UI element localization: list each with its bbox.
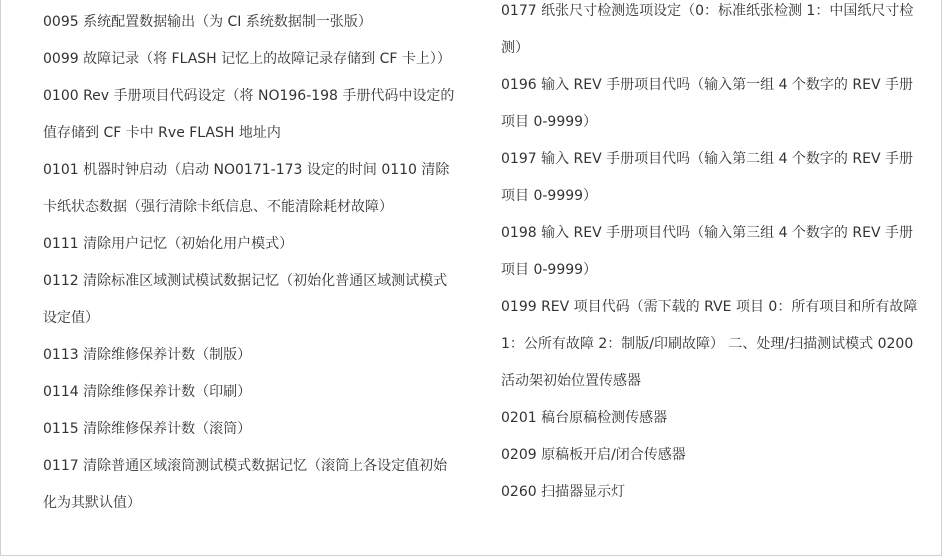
paragraph-0101: 0101 机器时钟启动（启动 NO0171-173 设定的时间 0110 清除卡纸状态数据（强行清除卡纸信息、不能清除耗材故障） xyxy=(43,162,450,215)
paragraph-0115: 0115 清除维修保养计数（滚筒） xyxy=(43,421,252,437)
paragraph-0196: 0196 输入 REV 手册项目代吗（输入第一组 4 个数字的 REV 手册项目 0-9999） xyxy=(501,77,913,130)
paragraph-0199: 0199 REV 项目代码（需下载的 RVE 项目 0：所有项目和所有故障 1：公所有故障 2：制版/印刷故障） 二、处理/扫描测试模式 0200 活动架初始位置传感器 xyxy=(501,299,918,389)
paragraph-0095: 0095 系统配置数据输出（为 CI 系统数据制一张版） xyxy=(43,14,372,30)
paragraph-0260: 0260 扫描器显示灯 xyxy=(501,484,626,500)
left-column xyxy=(43,4,461,522)
paragraph-0111: 0111 清除用户记忆（初始化用户模式） xyxy=(43,236,294,252)
paragraph-0100: 0100 Rev 手册项目代码设定（将 NO196-198 手册代码中设定的值存储到 CF 卡中 Rve FLASH 地址内 xyxy=(43,88,455,141)
paragraph-0117: 0117 清除普通区域滚筒测试模式数据记忆（滚筒上各设定值初始化为其默认值） xyxy=(43,458,448,511)
paragraph-0113: 0113 清除维修保养计数（制版） xyxy=(43,347,252,363)
paragraph-0209: 0209 原稿板开启/闭合传感器 xyxy=(501,447,686,463)
paragraph-0099: 0099 故障记录（将 FLASH 记忆上的故障记录存储到 CF 卡上）） xyxy=(43,51,451,67)
paragraph-0197: 0197 输入 REV 手册项目代吗（输入第二组 4 个数字的 REV 手册项目 0-9999） xyxy=(501,151,913,204)
paragraph-0177: 0177 纸张尺寸检测选项设定（0：标准纸张检测 1：中国纸尺寸检测） xyxy=(501,3,914,56)
right-column xyxy=(501,0,919,511)
paragraph-0198: 0198 输入 REV 手册项目代吗（输入第三组 4 个数字的 REV 手册项目 0-9999） xyxy=(501,225,913,278)
paragraph-0114: 0114 清除维修保养计数（印刷） xyxy=(43,384,252,400)
paragraph-0112: 0112 清除标准区域测试模试数据记忆（初始化普通区域测试模式设定值） xyxy=(43,273,448,326)
paragraph-0201: 0201 稿台原稿检测传感器 xyxy=(501,410,668,426)
